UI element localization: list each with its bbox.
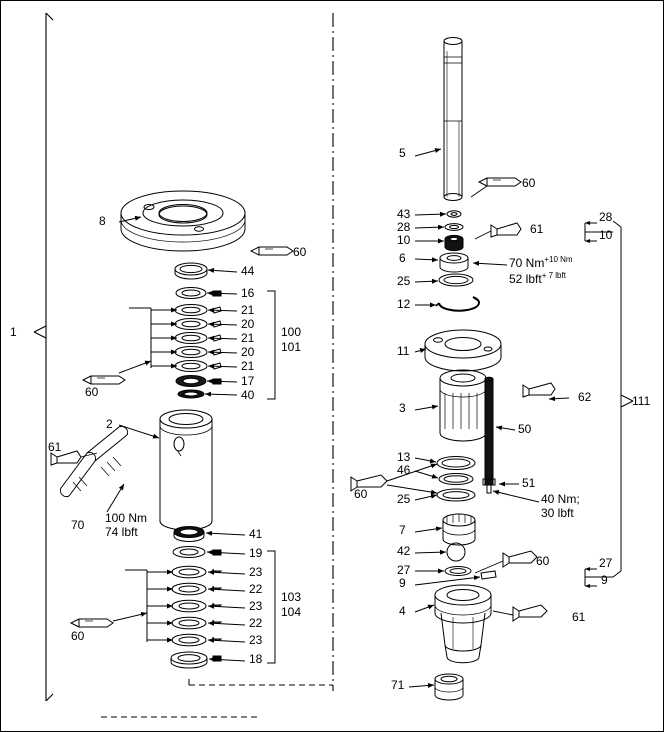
callout-43: 43 [397, 207, 411, 221]
torque-40nm [541, 493, 580, 521]
bracket-label-10: 10 [599, 228, 613, 242]
callout-5: 5 [399, 146, 406, 160]
bracket-label-28: 28 [599, 210, 613, 224]
callout-20-b: 20 [241, 345, 255, 359]
callout-70: 70 [71, 518, 85, 532]
callout-23-a: 23 [249, 565, 263, 579]
callout-23-c: 23 [249, 633, 263, 647]
callout-60-mid-left: 60 [85, 385, 99, 399]
callout-27-lower: 27 [397, 563, 411, 577]
callout-21-c: 21 [241, 359, 255, 373]
callout-60-lower-left: 60 [71, 629, 85, 643]
callout-28: 28 [397, 220, 411, 234]
callout-6: 6 [399, 251, 406, 265]
callout-16: 16 [241, 286, 255, 300]
bracket-label-101: 101 [281, 340, 302, 354]
callout-9-lower: 9 [399, 576, 406, 590]
torque-40nm-value: 40 Nm; [541, 492, 580, 506]
bracket-label-103: 103 [281, 590, 302, 604]
callout-61-right-low: 61 [572, 610, 586, 624]
callout-61-right-top: 61 [530, 222, 544, 236]
callout-23-b: 23 [249, 599, 263, 613]
bracket-label-100: 100 [281, 325, 302, 339]
callout-21-a: 21 [241, 303, 255, 317]
callout-62: 62 [578, 390, 592, 404]
torque-40nm-sub: 30 lbft [541, 505, 574, 520]
callout-22-b: 22 [249, 616, 263, 630]
torque-100nm-value: 100 Nm [105, 511, 148, 525]
bracket-label-104: 104 [281, 605, 302, 619]
callout-22-a: 22 [249, 582, 263, 596]
callout-25-upper: 25 [397, 274, 411, 288]
callout-51: 51 [522, 476, 536, 490]
torque-70nm [509, 255, 573, 287]
callout-60-right-mid: 60 [354, 487, 368, 501]
callout-20-a: 20 [241, 317, 255, 331]
callout-12: 12 [397, 297, 411, 311]
callout-50: 50 [518, 422, 532, 436]
callout-21-b: 21 [241, 331, 255, 345]
bracket-label-9: 9 [601, 573, 608, 587]
callout-60-right-top: 60 [522, 176, 536, 190]
callout-19: 19 [249, 546, 263, 560]
callout-25-lower: 25 [397, 492, 411, 506]
callout-13: 13 [397, 450, 411, 464]
callout-71: 71 [391, 678, 405, 692]
diagram-graphics [1, 1, 664, 732]
callout-4: 4 [399, 604, 406, 618]
callout-42: 42 [397, 544, 411, 558]
callout-60-upper-left: 60 [293, 245, 307, 259]
callout-44: 44 [241, 264, 255, 278]
torque-70nm-value: 70 Nm [509, 256, 545, 270]
callout-60-right-low: 60 [536, 554, 550, 568]
callout-11: 11 [397, 344, 410, 358]
bracket-label-111: 111 [632, 394, 651, 408]
callout-2: 2 [106, 417, 113, 431]
torque-70nm-sub: 52 lbft [509, 271, 542, 286]
torque-70nm-sub-sup: + 7 lbft [541, 270, 566, 280]
callout-8: 8 [99, 214, 106, 228]
callout-18: 18 [249, 652, 263, 666]
callout-61-left: 61 [48, 440, 62, 454]
callout-41: 41 [249, 527, 263, 541]
callout-17: 17 [241, 374, 255, 388]
bracket-label-27: 27 [599, 556, 613, 570]
torque-100nm-sub: 74 lbft [105, 524, 138, 539]
callout-1: 1 [10, 325, 17, 339]
callout-10: 10 [397, 233, 411, 247]
torque-70nm-sup: +10 Nm [544, 255, 573, 264]
callout-7: 7 [399, 523, 406, 537]
callout-3: 3 [399, 401, 406, 415]
callout-40: 40 [241, 388, 255, 402]
callout-46: 46 [397, 463, 411, 477]
torque-100nm [105, 512, 147, 540]
